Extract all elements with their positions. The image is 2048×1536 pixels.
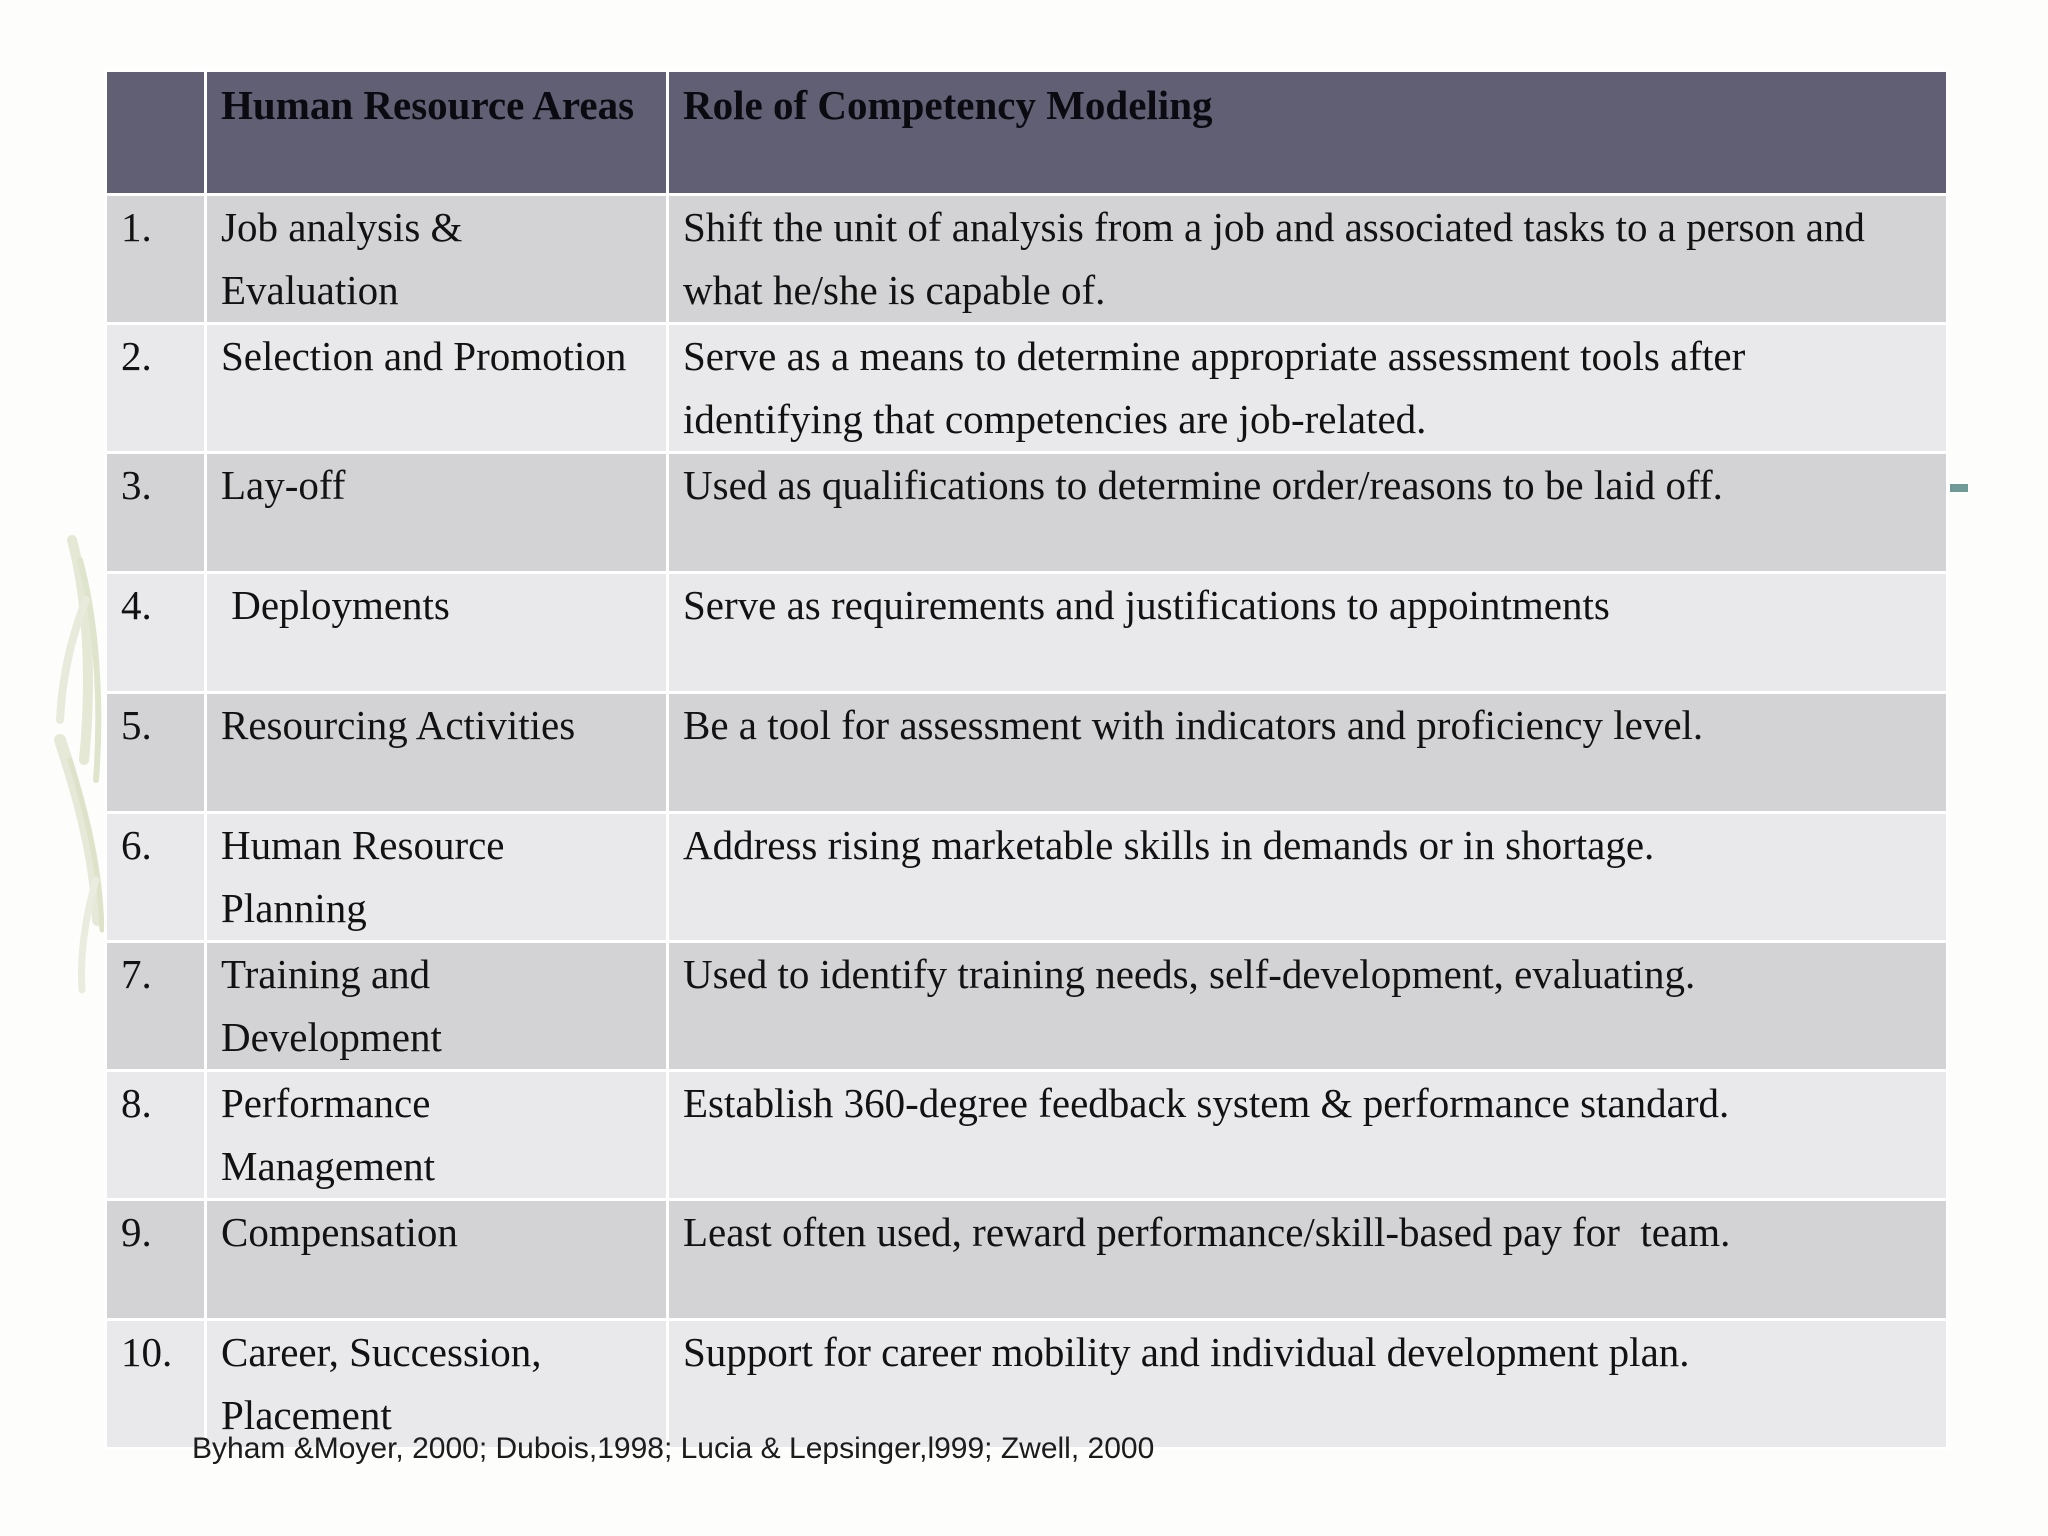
row-number: 10. [106, 1320, 206, 1449]
table-row [106, 573, 1948, 693]
row-number: 3. [106, 453, 206, 573]
row-role: Serve as a means to determine appropriate assessment tools after identifying that competencies are job-related. [668, 324, 1948, 453]
row-role: Used to identify training needs, self-development, evaluating. [668, 942, 1948, 1071]
row-area: Selection and Promotion [206, 324, 668, 453]
table-row [106, 1320, 1948, 1449]
row-area: Lay-off [206, 453, 668, 573]
accent-mark [1950, 484, 1968, 492]
table-header-row [106, 71, 1948, 195]
row-area: Compensation [206, 1200, 668, 1320]
table-row [106, 942, 1948, 1071]
row-number: 1. [106, 195, 206, 324]
competency-table-container [104, 69, 1946, 1450]
header-number [106, 71, 206, 195]
row-role: Support for career mobility and individual development plan. [668, 1320, 1948, 1449]
row-area: Performance Management [206, 1071, 668, 1200]
row-number: 7. [106, 942, 206, 1071]
table-row [106, 1200, 1948, 1320]
row-area: Deployments [206, 573, 668, 693]
header-hr-areas: Human Resource Areas [206, 71, 668, 195]
table-row [106, 453, 1948, 573]
table-row [106, 1071, 1948, 1200]
table-row [106, 195, 1948, 324]
row-area: Resourcing Activities [206, 693, 668, 813]
row-role: Serve as requirements and justifications to appointments [668, 573, 1948, 693]
row-number: 6. [106, 813, 206, 942]
row-area: Human Resource Planning [206, 813, 668, 942]
row-number: 9. [106, 1200, 206, 1320]
row-area: Career, Succession, Placement [206, 1320, 668, 1449]
table-row [106, 324, 1948, 453]
row-number: 2. [106, 324, 206, 453]
row-role: Be a tool for assessment with indicators and proficiency level. [668, 693, 1948, 813]
row-role: Address rising marketable skills in demands or in shortage. [668, 813, 1948, 942]
row-role: Shift the unit of analysis from a job and associated tasks to a person and what he/she is capable of. [668, 195, 1948, 324]
competency-modeling-table [104, 69, 1949, 1450]
table-row [106, 693, 1948, 813]
row-role: Least often used, reward performance/skill-based pay for team. [668, 1200, 1948, 1320]
row-number: 8. [106, 1071, 206, 1200]
row-number: 4. [106, 573, 206, 693]
row-role: Used as qualifications to determine order/reasons to be laid off. [668, 453, 1948, 573]
header-role: Role of Competency Modeling [668, 71, 1948, 195]
row-number: 5. [106, 693, 206, 813]
row-area: Job analysis & Evaluation [206, 195, 668, 324]
table-row [106, 813, 1948, 942]
row-area: Training and Development [206, 942, 668, 1071]
citation-text: Byham &Moyer, 2000; Dubois,1998; Lucia & Lepsinger,l999; Zwell, 2000 [192, 1432, 1155, 1465]
row-role: Establish 360-degree feedback system & performance standard. [668, 1071, 1948, 1200]
